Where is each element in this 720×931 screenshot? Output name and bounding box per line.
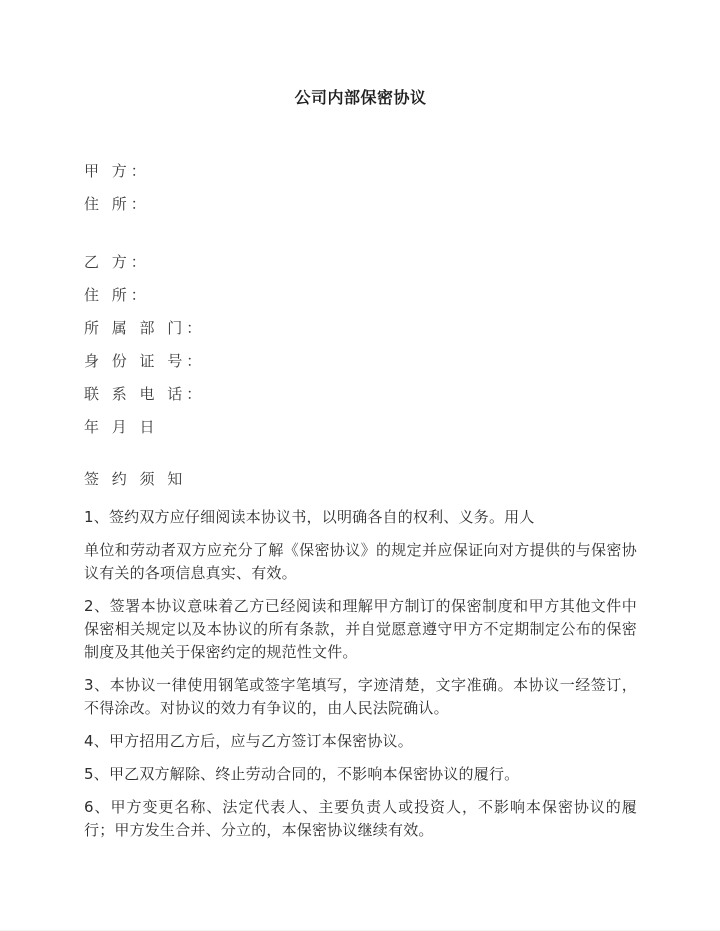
party-fields [84, 155, 637, 444]
party-b-address-label: 住 所： [84, 286, 150, 304]
notice-paragraph-2: 2、签署本协议意味着乙方已经阅读和理解甲方制订的保密制度和甲方其他文件中保密相关规定以及本协议的所有条款，并自觉愿意遵守甲方不定期制定公布的保密制度及其他关于保密约定的规范性文件。 [84, 597, 637, 661]
notice-paragraph-1: 1、签约双方应仔细阅读本协议书，以明确各自的权利、义务。用人 [84, 508, 535, 526]
party-a-name-label: 甲 方： [84, 162, 150, 180]
document-title: 公司内部保密协议 [294, 88, 427, 107]
notice-paragraph-5: 5、甲乙双方解除、终止劳动合同的，不影响本保密协议的履行。 [84, 765, 520, 783]
party-b-section [84, 246, 637, 444]
notice-heading: 签 约 须 知 [84, 470, 187, 488]
party-a-address-label: 住 所： [84, 195, 150, 213]
notice-paragraph-6: 6、甲方变更名称、法定代表人、主要负责人或投资人，不影响本保密协议的履行；甲方发生合并、分立的，本保密协议继续有效。 [84, 798, 637, 839]
party-b-phone-label: 联 系 电 话： [84, 385, 206, 403]
party-b-name-label: 乙 方： [84, 253, 150, 271]
notice-paragraph-4: 4、甲方招用乙方后，应与乙方签订本保密协议。 [84, 732, 413, 750]
notice-paragraph-3: 3、本协议一律使用钢笔或签字笔填写，字迹清楚，文字准确。本协议一经签订，不得涂改。对协议的效力有争议的，由人民法院确认。 [84, 676, 637, 717]
notice-body [84, 506, 637, 842]
party-a-section [84, 155, 637, 221]
document-content [0, 88, 720, 842]
party-b-id-number-label: 身 份 证 号： [84, 352, 206, 370]
party-b-department-label: 所 属 部 门： [84, 319, 206, 337]
signing-date-line: 年 月 日 [84, 418, 159, 436]
notice-paragraph-1-continuation: 单位和劳动者双方应充分了解《保密协议》的规定并应保证向对方提供的与保密协议有关的各项信息真实、有效。 [84, 541, 637, 582]
